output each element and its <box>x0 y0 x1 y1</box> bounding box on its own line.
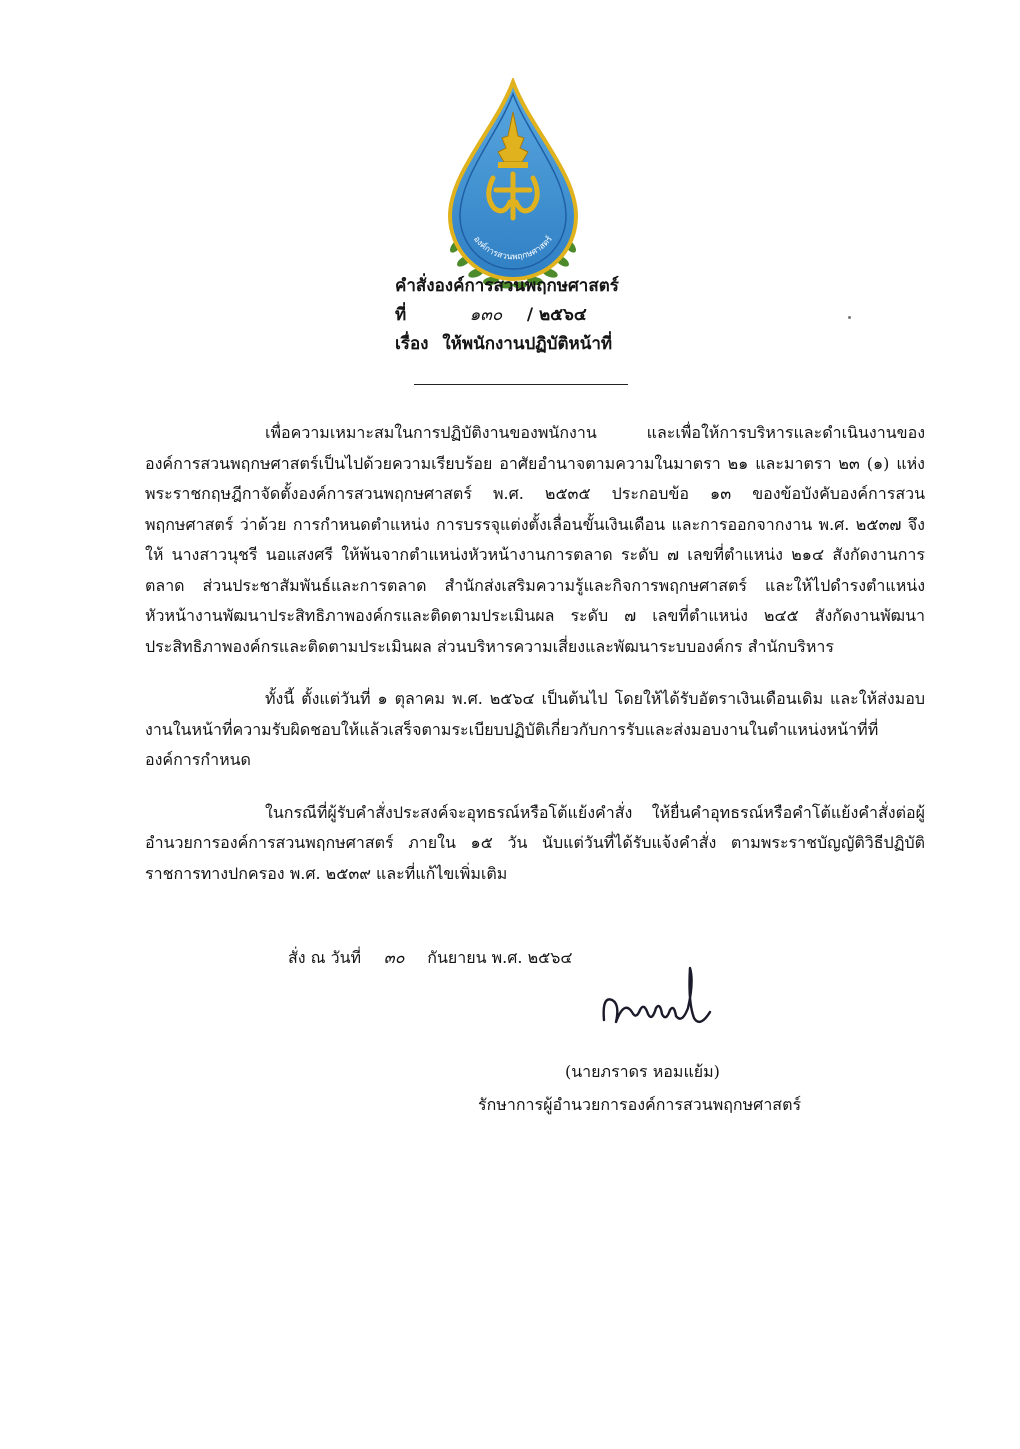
order-number-year: / ๒๕๖๔ <box>526 305 587 325</box>
order-subject: ให้พนักงานปฏิบัติหน้าที่ <box>442 334 613 354</box>
title-divider <box>414 384 628 385</box>
order-subject-line <box>395 330 695 359</box>
signature-icon <box>598 962 716 1042</box>
paragraph-1: เพื่อความเหมาะสมในการปฏิบัติงานของพนักงาน และเพื่อให้การบริหารและดำเนินงานขององค์การสวนพฤกษศาสตร์เป็นไปด้วยความเรียบร้อย อาศัยอำนาจตามความในมาตรา ๒๑ และมาตรา ๒๓ (๑) แห่งพระราชกฤษฎีกาจัดตั้งองค์การสวนพฤกษศาสตร์ พ.ศ. ๒๕๓๕ ประกอบข้อ ๑๓ ของข้อบังคับองค์การสวนพฤกษศาสตร์ ว่าด้วย การกำหนดตำแหน่ง การบรรจุแต่งตั้งเลื่อนขั้นเงินเดือน และการออกจากงาน พ.ศ. ๒๕๓๗ จึงให้ นางสาวนุชรี นอแสงศรี ให้พ้นจากตำแหน่งหัวหน้างานการตลาด ระดับ ๗ เลขที่ตำแหน่ง ๒๑๔ สังกัดงานการตลาด ส่วนประชาสัมพันธ์และการตลาด สำนักส่งเสริมความรู้และกิจการพฤกษศาสตร์ และให้ไปดำรงตำแหน่งหัวหน้างานพัฒนาประสิทธิภาพองค์กรและติดตามประเมินผล ระดับ ๗ เลขที่ตำแหน่ง ๒๔๕ สังกัดงานพัฒนาประสิทธิภาพองค์กรและติดตามประเมินผล ส่วนบริหารความเสี่ยงและพัฒนาระบบองค์กร สำนักบริหาร <box>145 423 926 656</box>
signer-position: รักษาการผู้อำนวยการองค์การสวนพฤกษศาสตร์ <box>478 1095 802 1114</box>
order-title-block <box>395 272 695 359</box>
stray-mark <box>848 316 851 319</box>
order-title: คำสั่งองค์การสวนพฤกษศาสตร์ <box>395 276 619 296</box>
order-date-month-year: กันยายน พ.ศ. ๒๕๖๔ <box>427 948 573 967</box>
signer-name: (นายภราดร หอมแย้ม) <box>565 1062 720 1081</box>
order-subject-prefix: เรื่อง <box>395 334 429 354</box>
order-number-handwritten: ๑๓๐ <box>469 305 503 325</box>
botanical-garden-emblem-icon <box>438 78 588 293</box>
order-number-prefix: ที่ <box>395 305 407 325</box>
order-date-line <box>288 946 573 971</box>
order-date-day: ๓๐ <box>383 948 405 967</box>
order-number-line <box>395 301 695 330</box>
order-body <box>145 418 925 911</box>
paragraph-3: ในกรณีที่ผู้รับคำสั่งประสงค์จะอุทธรณ์หรือโต้แย้งคำสั่ง ให้ยื่นคำอุทธรณ์หรือคำโต้แย้งคำสั่งต่อผู้อำนวยการองค์การสวนพฤกษศาสตร์ ภายใน ๑๕ วัน นับแต่วันที่ได้รับแจ้งคำสั่ง ตามพระราชบัญญัติวิธีปฏิบัติราชการทางปกครอง พ.ศ. ๒๕๓๙ และที่แก้ไขเพิ่มเติม <box>145 802 925 883</box>
emblem-text: องค์การสวนพฤกษศาสตร์ <box>471 234 555 263</box>
paragraph-2: ทั้งนี้ ตั้งแต่วันที่ ๑ ตุลาคม พ.ศ. ๒๕๖๔ เป็นต้นไป โดยให้ได้รับอัตราเงินเดือนเดิม และให้ส่งมอบงานในหน้าที่ความรับผิดชอบให้แล้วเสร็จตามระเบียบปฏิบัติเกี่ยวกับการรับและส่งมอบงานในตำแหน่งหน้าที่ที่องค์การกำหนด <box>145 689 925 769</box>
order-date-prefix: สั่ง ณ วันที่ <box>288 948 362 967</box>
